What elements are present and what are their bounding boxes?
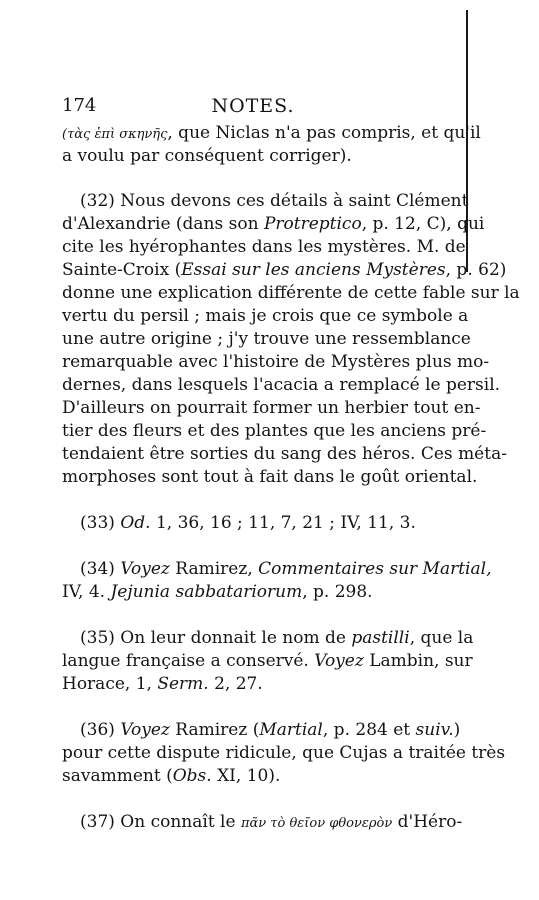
note-32-line: tendaient être sorties du sang des héros. Ces méta- xyxy=(62,444,507,464)
note-32-line: cite les hyérophantes dans les mystères. M. de xyxy=(62,237,466,257)
note-32-line: (32) Nous devons ces détails à saint Clément xyxy=(80,191,469,211)
running-title: NOTES. xyxy=(211,95,295,117)
note-32-line: donne une explication différente de cette fable sur la xyxy=(62,283,520,303)
note-35-line: (35) On leur donnait le nom de pastilli, que la xyxy=(80,628,474,648)
note-32-line: Sainte-Croix (Essai sur les anciens Mystères, p. 62) xyxy=(62,260,507,280)
note-34-line: (34) Voyez Ramirez, Commentaires sur Martial, xyxy=(80,559,492,579)
note-32-line: une autre origine ; j'y trouve une ressemblance xyxy=(62,329,471,349)
note-32-line: tier des fleurs et des plantes que les anciens pré- xyxy=(62,421,487,441)
note-32-line: d'Alexandrie (dans son Protreptico, p. 12, C), qui xyxy=(62,214,485,234)
note-33-line: (33) Od. 1, 36, 16 ; 11, 7, 21 ; IV, 11, 3. xyxy=(80,513,416,533)
note-36-line: (36) Voyez Ramirez (Martial, p. 284 et suiv.) xyxy=(80,720,461,740)
note-36-line: savamment (Obs. XI, 10). xyxy=(62,766,281,786)
note-37-line: (37) On connaît le πᾶν τὸ θεῖον φθονερὸν d'Héro- xyxy=(80,812,463,832)
note-32-line: dernes, dans lesquels l'acacia a remplacé le persil. xyxy=(62,375,501,395)
text-line: a voulu par conséquent corriger). xyxy=(62,146,352,166)
note-32-line: vertu du persil ; mais je crois que ce symbole a xyxy=(62,306,469,326)
page-header xyxy=(62,95,444,121)
note-36-line: pour cette dispute ridicule, que Cujas a traitée très xyxy=(62,743,506,763)
note-34-line: IV, 4. Jejunia sabbatariorum, p. 298. xyxy=(62,582,373,602)
text-line: (τὰς ἐπὶ σκηνῆς, que Niclas n'a pas compris, et qu'il xyxy=(62,123,481,143)
note-32-line: morphoses sont tout à fait dans le goût oriental. xyxy=(62,467,478,487)
page-number: 174 xyxy=(62,95,97,116)
note-32-line: D'ailleurs on pourrait former un herbier tout en- xyxy=(62,398,481,418)
note-35-line: Horace, 1, Serm. 2, 27. xyxy=(62,674,263,694)
note-35-line: langue française a conservé. Voyez Lambin, sur xyxy=(62,651,473,671)
note-32-line: remarquable avec l'histoire de Mystères plus mo- xyxy=(62,352,490,372)
